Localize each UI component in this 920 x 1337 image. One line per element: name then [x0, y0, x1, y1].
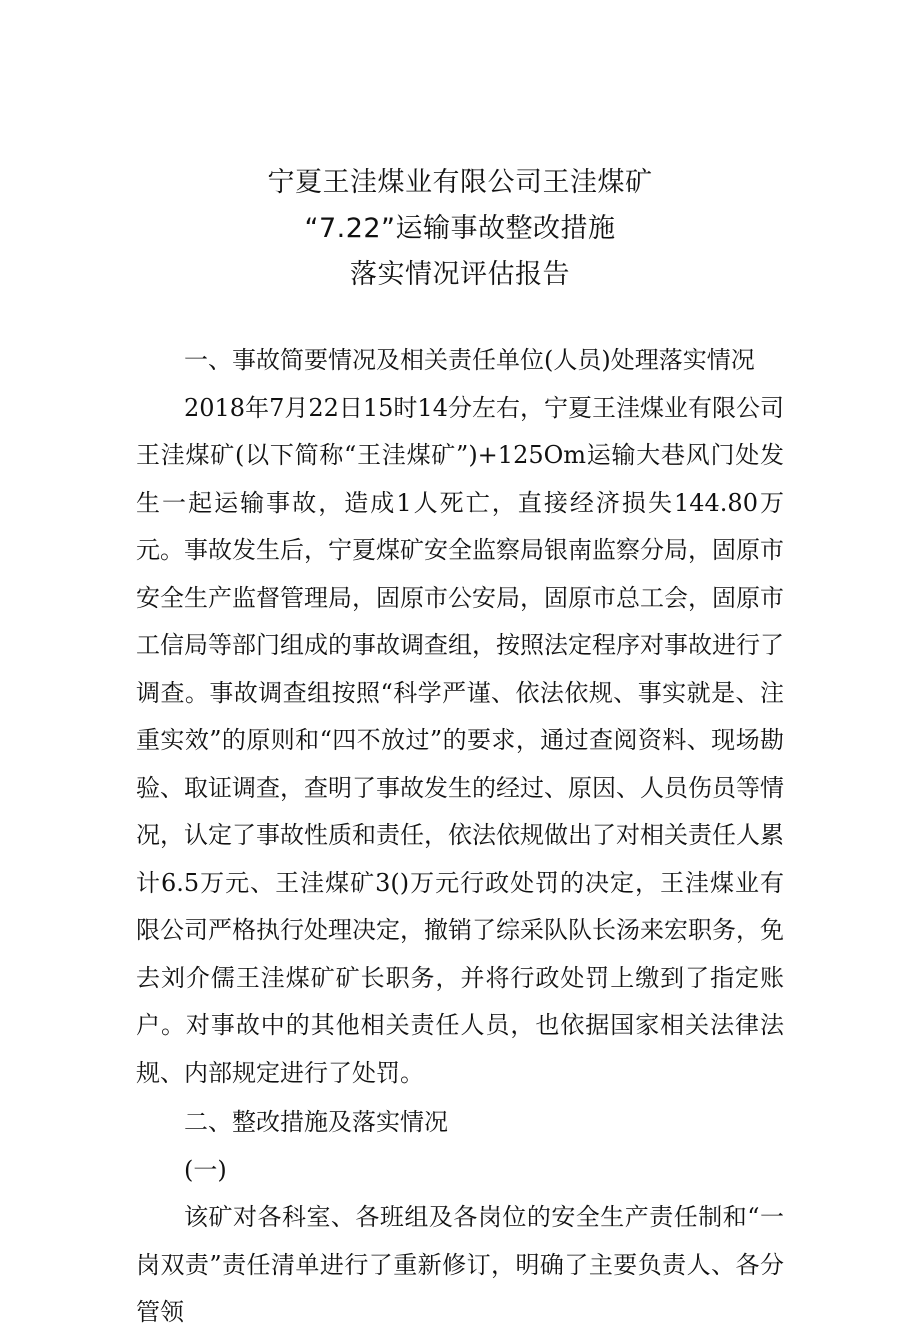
subsection-1-paragraph: 该矿对各科室、各班组及各岗位的安全生产责任制和“一岗双责”责任清单进行了重新修订，明确了主要负责人、各分管领 — [136, 1203, 784, 1326]
title-line-2: “7.22”运输事故整改措施 — [304, 213, 616, 244]
title-line-1: 宁夏王洼煤业有限公司王洼煤矿 — [267, 167, 653, 198]
document-body — [136, 337, 784, 1337]
section-1-heading: 一、事故简要情况及相关责任单位(人员)处理落实情况 — [184, 346, 755, 374]
section-2-heading: 二、整改措施及落实情况 — [184, 1108, 448, 1136]
section-1-paragraph: 2018年7月22日15时14分左右，宁夏王洼煤业有限公司王洼煤矿(以下简称“王洼煤矿”)+125Om运输大巷风门处发生一起运输事故，造成1人死亡，直接经济损失144.80万元。事故发生后，宁夏煤矿安全监察局银南监察分局，固原市安全生产监督管理局，固原市公安局，固原市总工会，固原市工信局等部门组成的事故调查组，按照法定程序对事故进行了调查。事故调查组按照“科学严谨、依法依规、事实就是、注重实效”的原则和“四不放过”的要求，通过查阅资料、现场勘验、取证调查，查明了事故发生的经过、原因、人员伤员等情况，认定了事故性质和责任，依法依规做出了对相关责任人累计6.5万元、王洼煤矿3()万元行政处罚的决定，王洼煤业有限公司严格执行处理决定，撤销了综采队队长汤来宏职务，免去刘介儒王洼煤矿矿长职务，并将行政处罚上缴到了指定账户。对事故中的其他相关责任人员，也依据国家相关法律法规、内部规定进行了处罚。 — [136, 393, 784, 1087]
document-title — [0, 160, 920, 298]
title-line-3: 落实情况评估报告 — [350, 259, 570, 290]
subsection-1-label: (一) — [184, 1155, 227, 1184]
